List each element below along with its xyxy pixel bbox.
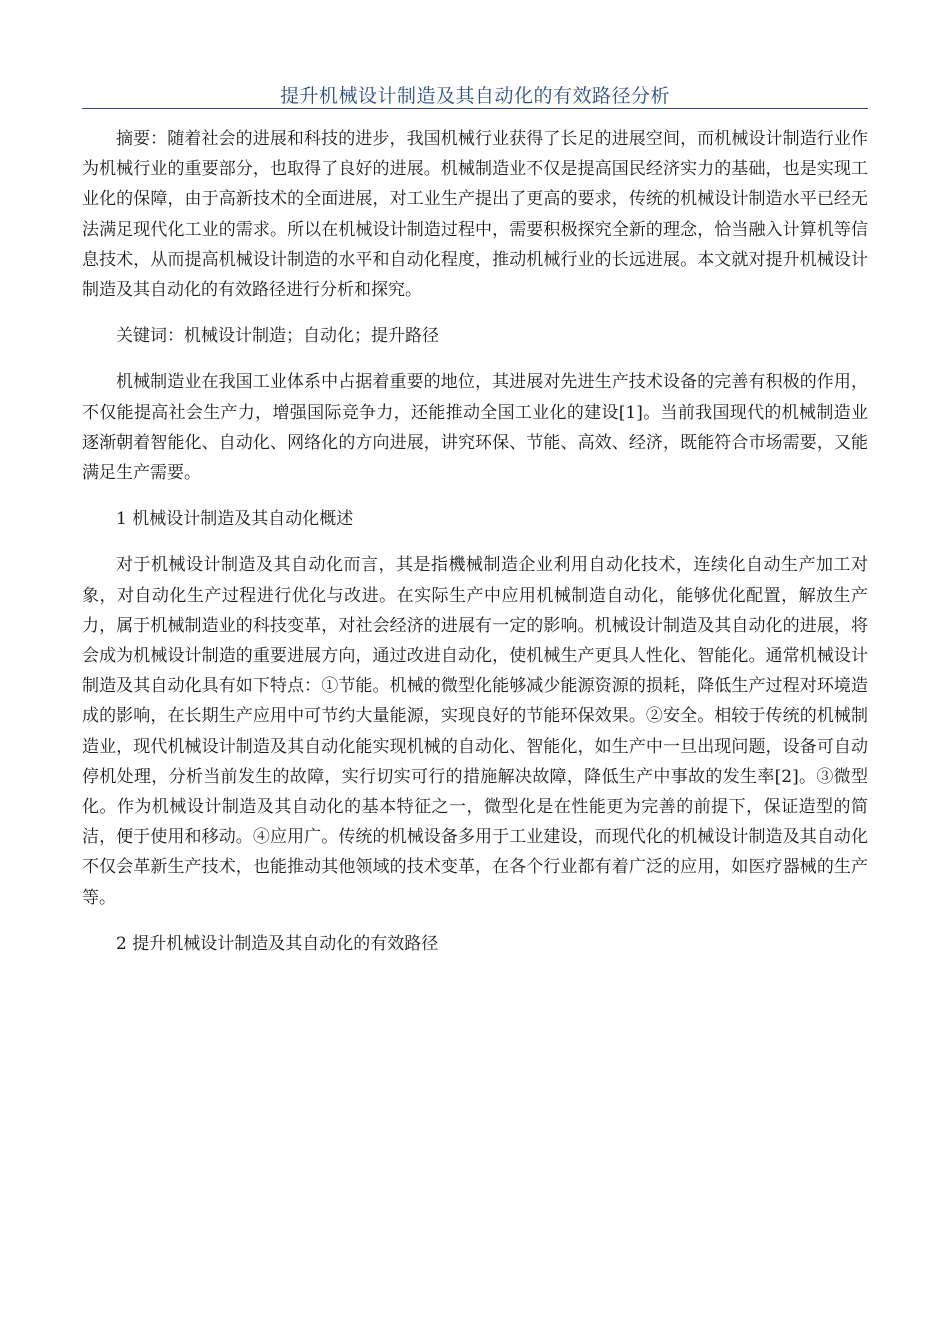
intro-paragraph: 机械制造业在我国工业体系中占据着重要的地位，其进展对先进生产技术设备的完善有积极的作用，不仅能提高社会生产力，增强国际竞争力，还能推动全国工业化的建设[1]。当前我国现代的机械制造业逐渐朝着智能化、自动化、网络化的方向进展，讲究环保、节能、高效、经济，既能符合市场需要，又能满足生产需要。 — [82, 372, 868, 484]
document-body — [82, 124, 868, 959]
page-title: 提升机械设计制造及其自动化的有效路径分析 — [279, 85, 670, 107]
keywords-paragraph: 关键词：机械设计制造；自动化；提升路径 — [116, 326, 439, 347]
section-2-heading: 2 提升机械设计制造及其自动化的有效路径 — [116, 933, 439, 954]
header-divider — [82, 108, 868, 109]
section-1-heading: 1 机械设计制造及其自动化概述 — [116, 509, 354, 530]
abstract-paragraph: 摘要：随着社会的进展和科技的进步，我国机械行业获得了长足的进展空间，而机械设计制造行业作为机械行业的重要部分，也取得了良好的进展。机械制造业不仅是提高国民经济实力的基础，也是实现工业化的保障，由于高新技术的全面进展，对工业生产提出了更高的要求，传统的机械设计制造水平已经无法满足现代化工业的需求。所以在机械设计制造过程中，需要积极探究全新的理念，恰当融入计算机等信息技术，从而提高机械设计制造的水平和自动化程度，推动机械行业的长远进展。本文就对提升机械设计制造及其自动化的有效路径进行分析和探究。 — [82, 129, 868, 301]
section-1-paragraph: 对于机械设计制造及其自动化而言，其是指機械制造企业利用自动化技术，连续化自动生产加工对象，对自动化生产过程进行优化与改进。在实际生产中应用机械制造自动化，能够优化配置，解放生产力，属于机械制造业的科技变革，对社会经济的进展有一定的影响。机械设计制造及其自动化的进展，将会成为机械设计制造的重要进展方向，通过改进自动化，使机械生产更具人性化、智能化。通常机械设计制造及其自动化具有如下特点：①节能。机械的微型化能够减少能源资源的损耗，降低生产过程对环境造成的影响，在长期生产应用中可节约大量能源，实现良好的节能环保效果。②安全。相较于传统的机械制造业，现代机械设计制造及其自动化能实现机械的自动化、智能化，如生产中一旦出现问题，设备可自动停机处理，分析当前发生的故障，实行切实可行的措施解决故障，降低生产中事故的发生率[2]。③微型化。作为机械设计制造及其自动化的基本特征之一，微型化是在性能更为完善的前提下，保证造型的简洁，便于使用和移动。④应用广。传统的机械设备多用于工业建设，而现代化的机械设计制造及其自动化不仅会革新生产技术，也能推动其他领域的技术变革，在各个行业都有着广泛的应用，如医疗器械的生产等。 — [82, 555, 868, 908]
